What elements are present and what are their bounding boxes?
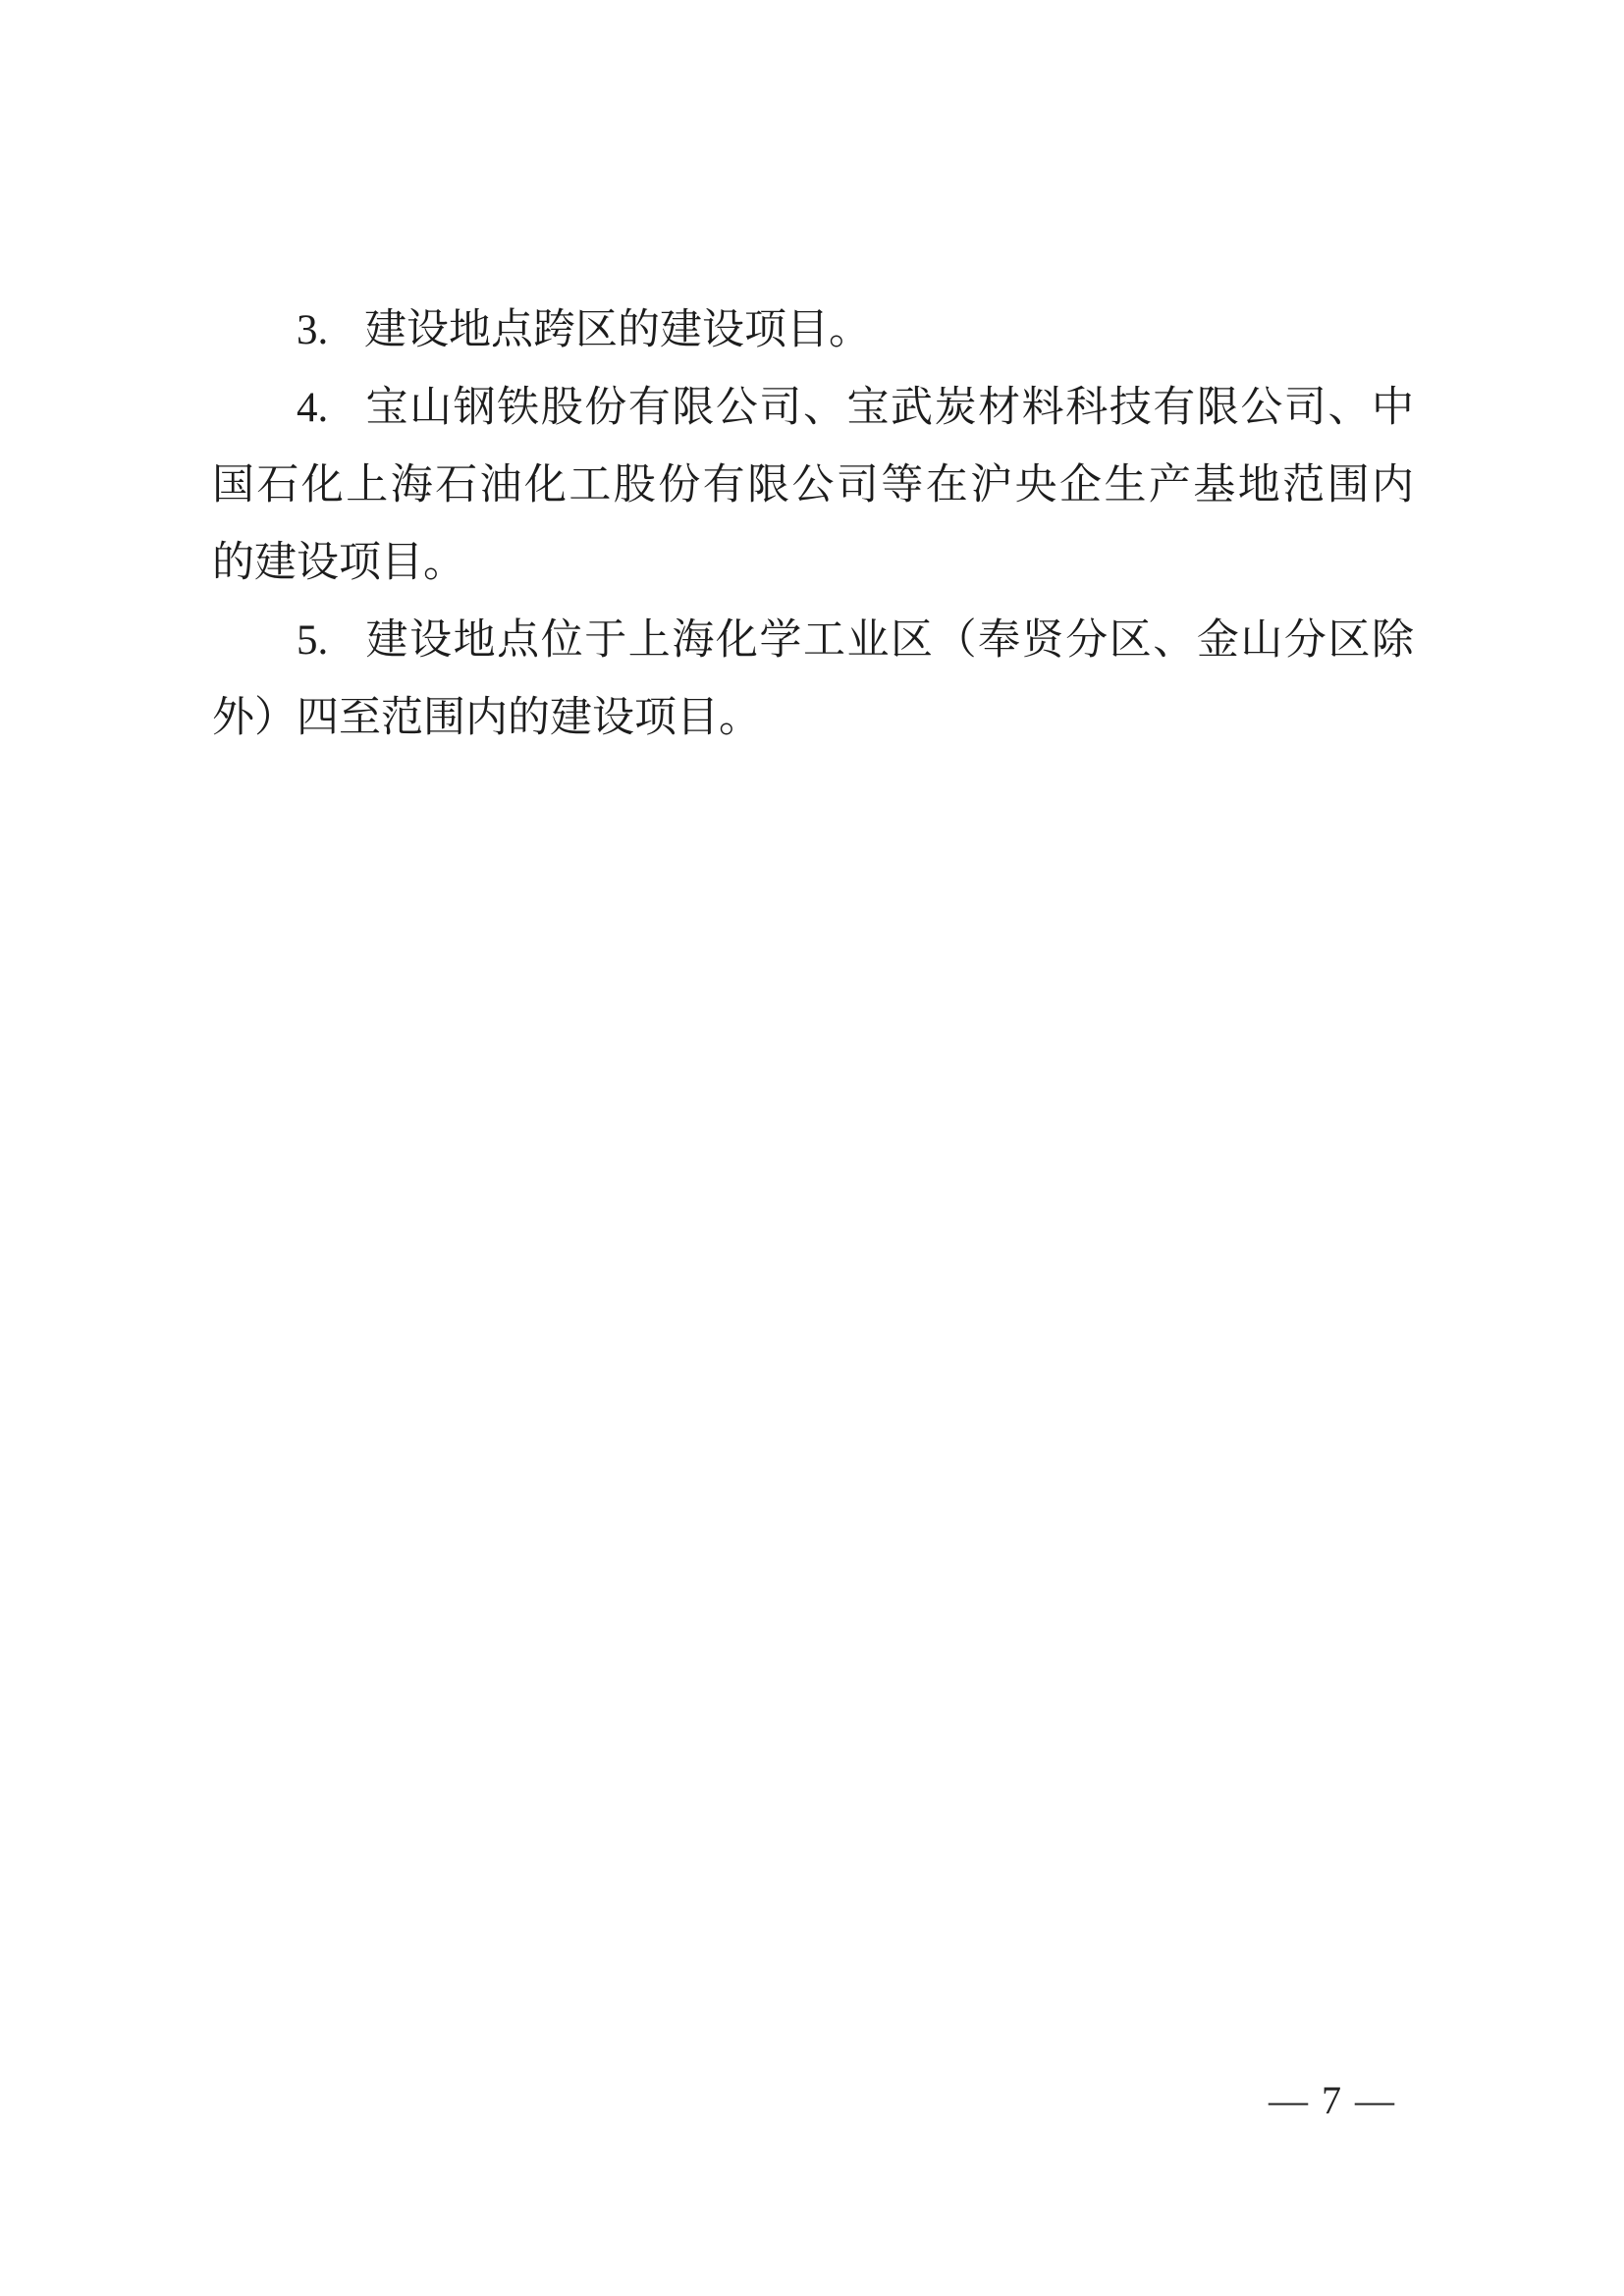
document-body (212, 292, 1414, 757)
paragraph-5-line-2: 外）四至范围内的建设项目。 (212, 695, 761, 741)
paragraph-4-line-2: 国石化上海石油化工股份有限公司等在沪央企生产基地范围内 (212, 462, 1414, 508)
paragraph-5-line-1: 5. 建设地点位于上海化学工业区（奉贤分区、金山分区除 (297, 617, 1414, 664)
paragraph-3-line-1: 3. 建设地点跨区的建设项目。 (297, 307, 871, 353)
paragraph-4-line-3: 的建设项目。 (212, 540, 465, 586)
paragraph-4-line-1: 4. 宝山钢铁股份有限公司、宝武炭材料科技有限公司、中 (297, 385, 1414, 431)
page-number: — 7 — (1269, 2078, 1396, 2122)
page-footer (1221, 2042, 1396, 2160)
